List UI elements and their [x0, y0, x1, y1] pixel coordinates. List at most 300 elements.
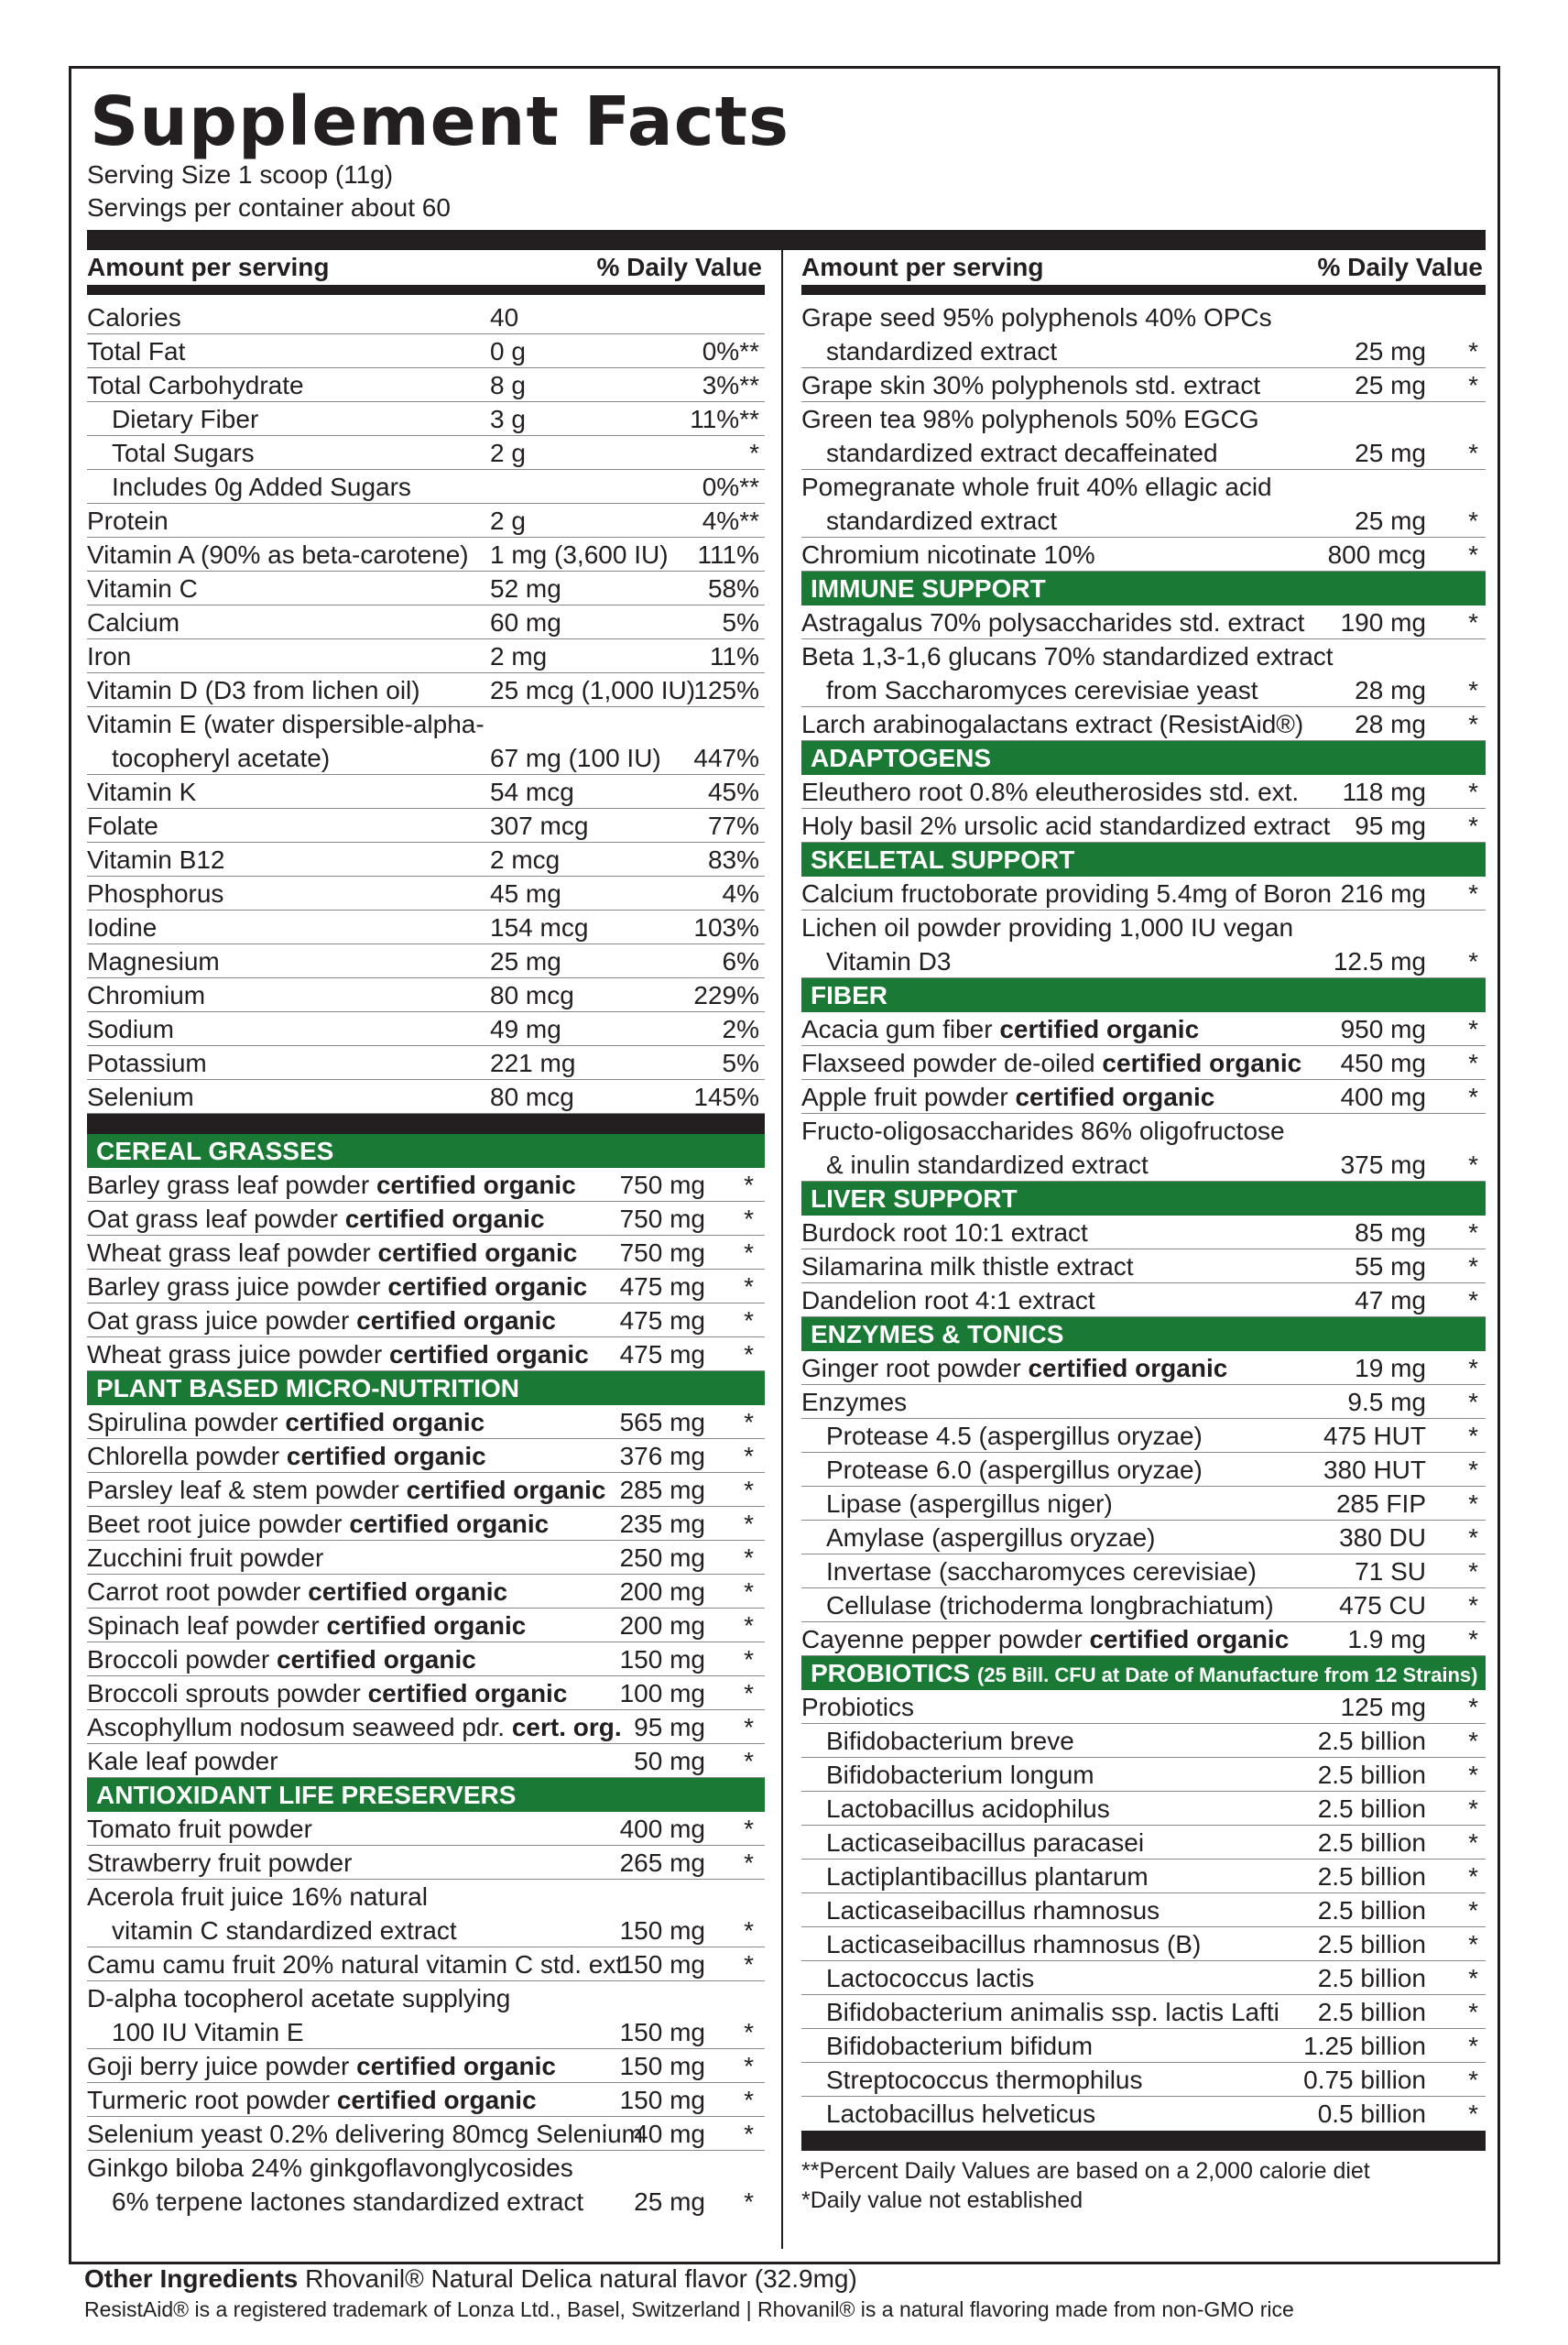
ingredient-name	[87, 2151, 573, 2185]
section-header-plant_based	[87, 1371, 765, 1405]
ingredient-name	[87, 1337, 589, 1371]
ingredient-amount: 750 mg	[619, 1238, 705, 1267]
ingredient-name	[87, 1405, 485, 1439]
section-header-skeletal	[801, 843, 1486, 877]
ingredient-name-text: & inulin standardized extract	[826, 1151, 1149, 1179]
nutrient-row	[87, 639, 765, 673]
ingredient-row	[801, 1283, 1486, 1317]
ingredient-amount: 25 mg	[1355, 439, 1426, 467]
section-divider-bar	[87, 1114, 765, 1134]
nutrient-amount: 60 mg	[490, 608, 561, 637]
ingredient-row	[801, 911, 1486, 944]
daily-value-asterisk: *	[1468, 879, 1478, 908]
ingredient-name-text: Ascophyllum nodosum seaweed pdr.	[87, 1713, 512, 1741]
ingredient-row	[801, 673, 1486, 707]
certified-organic-label: certified organic	[276, 1645, 476, 1674]
daily-value-asterisk: *	[1468, 1896, 1478, 1925]
ingredient-row	[801, 2097, 1486, 2131]
nutrient-row	[87, 673, 765, 707]
ingredient-amount: 28 mg	[1355, 710, 1426, 738]
ingredient-name-text: Bifidobacterium animalis ssp. lactis Lafti	[826, 1998, 1279, 2026]
certified-organic-label: certified organic	[349, 1510, 550, 1538]
ingredient-name	[87, 1270, 587, 1303]
ingredient-amount: 47 mg	[1355, 1286, 1426, 1314]
nutrient-name: Calories	[87, 303, 181, 332]
ingredient-amount: 2.5 billion	[1317, 1930, 1426, 1958]
ingredient-name-text: Camu camu fruit 20% natural vitamin C std. ext.	[87, 1950, 630, 1979]
ingredient-name-text: Lactococcus lactis	[826, 1964, 1035, 1992]
ingredient-amount: 25 mg	[1355, 371, 1426, 399]
ingredient-amount: 9.5 mg	[1347, 1388, 1426, 1416]
ingredient-amount: 565 mg	[619, 1408, 705, 1436]
nutrient-amount: 49 mg	[490, 1015, 561, 1043]
ingredient-row	[87, 1337, 765, 1371]
nutrient-amount: 8 g	[490, 371, 526, 399]
ingredient-name	[826, 1758, 1094, 1792]
right-column-header	[801, 250, 1486, 285]
daily-value-asterisk: *	[744, 1306, 754, 1335]
daily-value-asterisk: *	[1468, 676, 1478, 704]
ingredient-row	[87, 1947, 765, 1981]
ingredient-name-text: Grape skin 30% polyphenols std. extract	[801, 371, 1261, 399]
ingredient-name	[801, 1249, 1134, 1283]
nutrient-amount: 25 mg	[490, 947, 561, 976]
nutrient-daily-value: 125%	[693, 676, 759, 704]
daily-value-asterisk: *	[744, 2120, 754, 2148]
ingredient-amount: 25 mg	[1355, 337, 1426, 365]
ingredient-row	[801, 877, 1486, 911]
ingredient-row	[87, 1575, 765, 1609]
daily-value-asterisk: *	[1468, 608, 1478, 637]
nutrient-row	[87, 1080, 765, 1114]
nutrient-daily-value: 447%	[693, 744, 759, 772]
other-ingredients-label: Other Ingredients	[84, 2264, 299, 2293]
ingredient-name-text: Zucchini fruit powder	[87, 1543, 324, 1572]
certified-organic-label: certified organic	[376, 1171, 576, 1199]
certified-organic-label: certified organic	[356, 1306, 556, 1335]
ingredient-name-text: Oat grass juice powder	[87, 1306, 357, 1335]
ingredient-name	[826, 1419, 1203, 1453]
ingredient-amount: 150 mg	[619, 1916, 705, 1945]
ingredient-row	[87, 1710, 765, 1744]
ingredient-name	[826, 1995, 1279, 2029]
right-ingredient-sections	[801, 300, 1486, 2131]
ingredient-name-text: Beet root juice powder	[87, 1510, 350, 1538]
ingredient-name	[87, 1846, 352, 1880]
nutrient-amount: 45 mg	[490, 879, 561, 908]
ingredient-amount: 475 mg	[619, 1272, 705, 1301]
ingredient-name-text: Ginger root powder	[801, 1354, 1029, 1382]
ingredient-amount: 19 mg	[1355, 1354, 1426, 1382]
ingredient-row	[801, 1622, 1486, 1656]
ingredient-amount: 85 mg	[1355, 1218, 1426, 1247]
ingredient-row	[87, 2151, 765, 2185]
nutrient-daily-value: 4%	[722, 879, 759, 908]
ingredient-name	[87, 1642, 476, 1676]
ingredient-amount: 285 mg	[619, 1476, 705, 1504]
ingredient-row	[801, 707, 1486, 741]
daily-value-asterisk: *	[1468, 2100, 1478, 2128]
nutrient-amount: 2 mg	[490, 642, 548, 671]
daily-value-asterisk: *	[1468, 1252, 1478, 1281]
ingredient-name	[87, 2083, 537, 2117]
nutrient-row	[87, 877, 765, 911]
nutrient-row	[87, 368, 765, 402]
ingredient-row	[801, 605, 1486, 639]
ingredient-name	[801, 1012, 1199, 1046]
section-title: CEREAL GRASSES	[96, 1137, 334, 1165]
ingredient-name	[801, 1690, 914, 1724]
nutrient-amount: 2 g	[490, 507, 526, 535]
certified-organic-label: certified organic	[326, 1611, 527, 1640]
ingredient-name	[801, 1622, 1289, 1656]
nutrient-row	[87, 978, 765, 1012]
nutrient-daily-value: 0%**	[702, 473, 759, 501]
ingredient-amount: 800 mcg	[1327, 540, 1426, 569]
certified-organic-label: certified organic	[406, 1476, 606, 1504]
left-column-header	[87, 250, 765, 285]
ingredient-row	[801, 1216, 1486, 1249]
nutrient-daily-value: 0%**	[702, 337, 759, 365]
ingredient-name-text: 6% terpene lactones standardized extract	[112, 2187, 584, 2216]
ingredient-amount: 475 mg	[619, 1306, 705, 1335]
certified-organic-label: certified organic	[377, 1238, 578, 1267]
ingredient-name	[801, 470, 1272, 504]
ingredient-amount: 475 CU	[1339, 1591, 1426, 1620]
daily-value-asterisk: *	[1468, 1489, 1478, 1518]
ingredient-name	[801, 809, 1330, 843]
ingredient-amount: 50 mg	[634, 1747, 705, 1775]
ingredient-name	[87, 1541, 323, 1575]
section-subtitle: (25 Bill. CFU at Date of Manufacture from 12 Strains)	[977, 1663, 1478, 1686]
certified-organic-label: certified organic	[1102, 1049, 1302, 1077]
nutrient-name: tocopheryl acetate)	[112, 744, 331, 772]
ingredient-name	[801, 368, 1260, 402]
ingredient-name-text: Carrot root powder	[87, 1577, 309, 1606]
nutrient-name: Folate	[87, 812, 158, 840]
nutrient-name: Vitamin C	[87, 574, 198, 603]
certified-organic-label: certified organic	[367, 1679, 568, 1707]
daily-value-asterisk: *	[1468, 439, 1478, 467]
ingredient-amount: 2.5 billion	[1317, 1828, 1426, 1857]
ingredient-name	[87, 1880, 428, 1914]
daily-value-asterisk: *	[1468, 1218, 1478, 1247]
daily-value-asterisk: *	[1468, 947, 1478, 976]
nutrient-name: Includes 0g Added Sugars	[112, 473, 411, 501]
ingredient-name	[801, 1046, 1301, 1080]
ingredient-name	[826, 1588, 1274, 1622]
ingredient-amount: 285 FIP	[1335, 1489, 1426, 1518]
ingredient-amount: 1.25 billion	[1303, 2032, 1426, 2060]
ingredient-row	[801, 1419, 1486, 1453]
ingredient-row	[801, 1961, 1486, 1995]
section-header-antioxidant	[87, 1778, 765, 1812]
ingredient-name	[87, 1202, 545, 1236]
nutrient-name: Phosphorus	[87, 879, 224, 908]
ingredient-name	[801, 707, 1303, 741]
ingredient-name-text: standardized extract	[826, 507, 1058, 535]
nutrient-row	[87, 436, 765, 470]
ingredient-amount: 150 mg	[619, 2052, 705, 2080]
nutrient-name: Magnesium	[87, 947, 220, 976]
nutrient-name: Vitamin D (D3 from lichen oil)	[87, 676, 420, 704]
ingredient-amount: 55 mg	[1355, 1252, 1426, 1281]
ingredient-name-text: Lacticaseibacillus paracasei	[826, 1828, 1145, 1857]
daily-value-asterisk: *	[744, 1171, 754, 1199]
ingredient-amount: 2.5 billion	[1317, 1761, 1426, 1789]
ingredient-name	[826, 1554, 1257, 1588]
ingredient-name	[801, 402, 1259, 436]
ingredient-amount: 150 mg	[619, 2018, 705, 2046]
ingredient-name-text: Eleuthero root 0.8% eleutherosides std. ext.	[801, 778, 1300, 806]
ingredient-name	[112, 2185, 583, 2219]
ingredient-row	[87, 2117, 765, 2151]
ingredient-amount: 2.5 billion	[1317, 1998, 1426, 2026]
ingredient-name	[801, 1114, 1285, 1148]
ingredient-row	[87, 1270, 765, 1303]
daily-value-asterisk: *	[1468, 1930, 1478, 1958]
daily-value-asterisk: *	[1468, 1354, 1478, 1382]
daily-value-asterisk: *	[1468, 812, 1478, 840]
ingredient-name	[826, 1792, 1110, 1826]
nutrient-amount: 52 mg	[490, 574, 561, 603]
ingredient-row	[801, 1588, 1486, 1622]
ingredient-name	[826, 1453, 1203, 1487]
nutrient-amount: 3 g	[490, 405, 526, 433]
ingredient-name-text: Chlorella powder	[87, 1442, 287, 1470]
nutrient-row	[87, 1012, 765, 1046]
daily-value-asterisk: *	[1468, 1151, 1478, 1179]
ingredient-amount: 400 mg	[1340, 1083, 1426, 1111]
ingredient-row	[87, 1202, 765, 1236]
daily-value-asterisk: *	[1468, 1557, 1478, 1586]
ingredient-name-text: Wheat grass juice powder	[87, 1340, 389, 1369]
ingredient-name	[801, 1216, 1088, 1249]
ingredient-row	[801, 436, 1486, 470]
ingredient-row	[801, 1690, 1486, 1724]
certified-organic-label: certified organic	[356, 2052, 556, 2080]
nutrient-amount: 80 mcg	[490, 1083, 574, 1111]
ingredient-row	[801, 809, 1486, 843]
ingredient-name-text: Dandelion root 4:1 extract	[801, 1286, 1095, 1314]
ingredient-name	[826, 1148, 1149, 1182]
header-rule	[87, 285, 765, 295]
ingredient-name-text: Apple fruit powder	[801, 1083, 1016, 1111]
nutrient-name: Vitamin E (water dispersible-alpha-	[87, 710, 485, 738]
ingredient-name	[826, 1961, 1034, 1995]
ingredient-row	[801, 1860, 1486, 1893]
ingredient-row	[87, 1914, 765, 1947]
certified-organic-label: certified organic	[308, 1577, 508, 1606]
certified-organic-label: cert. org.	[511, 1713, 622, 1741]
ingredient-name	[826, 2097, 1095, 2131]
nutrient-name: Calcium	[87, 608, 180, 637]
nutrient-row	[87, 334, 765, 368]
nutrient-name: Vitamin B12	[87, 845, 225, 874]
nutrient-amount: 54 mcg	[490, 778, 574, 806]
ingredient-name	[801, 300, 1272, 334]
daily-value-asterisk: *	[1468, 1727, 1478, 1755]
nutrient-row	[87, 1046, 765, 1080]
ingredient-row	[801, 944, 1486, 978]
section-title: FIBER	[811, 981, 887, 1009]
ingredient-row	[801, 504, 1486, 538]
ingredient-name-text: Lacticaseibacillus rhamnosus	[826, 1896, 1160, 1925]
ingredient-row	[87, 1981, 765, 2015]
ingredient-row	[801, 639, 1486, 673]
ingredient-name-text: Bifidobacterium longum	[826, 1761, 1094, 1789]
ingredient-amount: 400 mg	[619, 1815, 705, 1843]
ingredient-name-text: Broccoli powder	[87, 1645, 277, 1674]
panel-title: Supplement Facts	[90, 82, 790, 161]
nutrient-amount: 25 mcg (1,000 IU)	[490, 676, 696, 704]
ingredient-amount: 2.5 billion	[1317, 1727, 1426, 1755]
ingredient-name-text: Bifidobacterium bifidum	[826, 2032, 1094, 2060]
ingredient-amount: 235 mg	[619, 1510, 705, 1538]
ingredient-name-text: Astragalus 70% polysaccharides std. extract	[801, 608, 1305, 637]
ingredient-name-text: Streptococcus thermophilus	[826, 2066, 1143, 2094]
ingredient-amount: 2.5 billion	[1317, 1862, 1426, 1891]
daily-value-asterisk: *	[1468, 1456, 1478, 1484]
other-ingredients-text: Rhovanil® Natural Delica natural flavor (32.9mg)	[298, 2264, 857, 2293]
ingredient-amount: 150 mg	[619, 1645, 705, 1674]
ingredient-row	[87, 2185, 765, 2219]
ingredient-row	[87, 1609, 765, 1642]
certified-organic-label: certified organic	[336, 2086, 537, 2114]
ingredient-row	[801, 1826, 1486, 1860]
nutrient-name: Sodium	[87, 1015, 174, 1043]
nutrient-amount: 221 mg	[490, 1049, 576, 1077]
nutrient-row	[87, 741, 765, 775]
nutrient-daily-value: 6%	[722, 947, 759, 976]
nutrient-row	[87, 809, 765, 843]
amount-per-serving-heading: Amount per serving	[87, 253, 330, 281]
ingredient-name	[801, 1351, 1227, 1385]
ingredient-amount: 0.75 billion	[1303, 2066, 1426, 2094]
nutrient-name: Selenium	[87, 1083, 194, 1111]
nutrient-name: Vitamin A (90% as beta-carotene)	[87, 540, 469, 569]
nutrient-name: Iron	[87, 642, 132, 671]
nutrient-daily-value: 111%	[697, 540, 759, 569]
ingredient-name	[112, 1914, 457, 1947]
ingredient-name-text: D-alpha tocopherol acetate supplying	[87, 1984, 511, 2012]
ingredient-name-text: Flaxseed powder de-oiled	[801, 1049, 1103, 1077]
certified-organic-label: certified organic	[286, 1442, 486, 1470]
column-divider	[781, 250, 783, 2249]
nutrient-daily-value: 45%	[707, 778, 759, 806]
ingredient-name-text: Fructo-oligosaccharides 86% oligofructose	[801, 1117, 1285, 1145]
nutrient-row	[87, 402, 765, 436]
ingredient-name	[801, 1385, 907, 1419]
daily-value-asterisk: *	[744, 1645, 754, 1674]
ingredient-name	[112, 2015, 304, 2049]
ingredient-row	[801, 470, 1486, 504]
ingredient-amount: 2.5 billion	[1317, 1896, 1426, 1925]
ingredient-name	[87, 1744, 278, 1778]
daily-value-asterisk: *	[744, 1849, 754, 1877]
nutrient-row	[87, 843, 765, 877]
section-header-cereal_grasses	[87, 1134, 765, 1168]
certified-organic-label: certified organic	[999, 1015, 1200, 1043]
nutrient-row	[87, 538, 765, 572]
ingredient-name-text: Acerola fruit juice 16% natural	[87, 1882, 428, 1911]
ingredient-name	[87, 1473, 605, 1507]
ingredient-name-text: Cellulase (trichoderma longbrachiatum)	[826, 1591, 1274, 1620]
nutrient-list	[87, 300, 765, 1114]
ingredient-amount: 750 mg	[619, 1205, 705, 1233]
ingredient-name-text: Probiotics	[801, 1693, 914, 1721]
section-header-probiotics	[801, 1656, 1486, 1690]
ingredient-name-text: Pomegranate whole fruit 40% ellagic acid	[801, 473, 1272, 501]
daily-value-asterisk: *	[744, 2187, 754, 2216]
daily-value-asterisk: *	[744, 2086, 754, 2114]
daily-value-asterisk: *	[1468, 2066, 1478, 2094]
nutrient-row	[87, 911, 765, 944]
ingredient-name	[826, 1927, 1201, 1961]
ingredient-row	[801, 1927, 1486, 1961]
ingredient-name	[826, 1826, 1144, 1860]
ingredient-row	[87, 1541, 765, 1575]
nutrient-name: Chromium	[87, 981, 206, 1009]
daily-value-asterisk: *	[1468, 1862, 1478, 1891]
daily-value-asterisk: *	[1468, 507, 1478, 535]
ingredient-name-text: Parsley leaf & stem powder	[87, 1476, 407, 1504]
daily-value-asterisk: *	[1468, 1761, 1478, 1789]
ingredient-row	[801, 1453, 1486, 1487]
ingredient-name-text: standardized extract decaffeinated	[826, 439, 1218, 467]
ingredient-name	[826, 2063, 1143, 2097]
ingredient-row	[801, 1893, 1486, 1927]
daily-value-asterisk: *	[1468, 2032, 1478, 2060]
section-title: LIVER SUPPORT	[811, 1184, 1018, 1213]
ingredient-name-text: from Saccharomyces cerevisiae yeast	[826, 676, 1258, 704]
ingredient-row	[87, 1846, 765, 1880]
ingredient-row	[801, 1792, 1486, 1826]
nutrient-name: Potassium	[87, 1049, 207, 1077]
nutrient-row	[87, 775, 765, 809]
ingredient-name	[87, 1609, 526, 1642]
ingredient-row	[801, 334, 1486, 368]
daily-value-asterisk: *	[1468, 1964, 1478, 1992]
ingredient-amount: 200 mg	[619, 1611, 705, 1640]
ingredient-row	[801, 300, 1486, 334]
section-header-liver	[801, 1182, 1486, 1216]
ingredient-name	[87, 1947, 630, 1981]
daily-value-asterisk: *	[1468, 778, 1478, 806]
daily-value-asterisk: *	[1468, 1422, 1478, 1450]
ingredient-name-text: Vitamin D3	[826, 947, 952, 976]
ingredient-name	[87, 1575, 507, 1609]
ingredient-amount: 376 mg	[619, 1442, 705, 1470]
ingredient-amount: 380 DU	[1339, 1523, 1426, 1552]
ingredient-name-text: vitamin C standardized extract	[112, 1916, 457, 1945]
nutrient-row	[87, 944, 765, 978]
nutrient-row	[87, 605, 765, 639]
daily-value-asterisk: *	[744, 1679, 754, 1707]
ingredient-name	[826, 1893, 1160, 1927]
ingredient-name	[87, 2049, 556, 2083]
daily-value-asterisk: *	[1468, 337, 1478, 365]
daily-value-asterisk: *	[744, 1408, 754, 1436]
nutrient-daily-value: 103%	[693, 913, 759, 942]
daily-value-asterisk: *	[744, 1747, 754, 1775]
ingredient-name-text: Lipase (aspergillus niger)	[826, 1489, 1113, 1518]
ingredient-name	[801, 639, 1334, 673]
ingredient-name-text: Broccoli sprouts powder	[87, 1679, 368, 1707]
ingredient-name-text: Burdock root 10:1 extract	[801, 1218, 1088, 1247]
certified-organic-label: certified organic	[1089, 1625, 1290, 1653]
section-header-immune	[801, 572, 1486, 605]
